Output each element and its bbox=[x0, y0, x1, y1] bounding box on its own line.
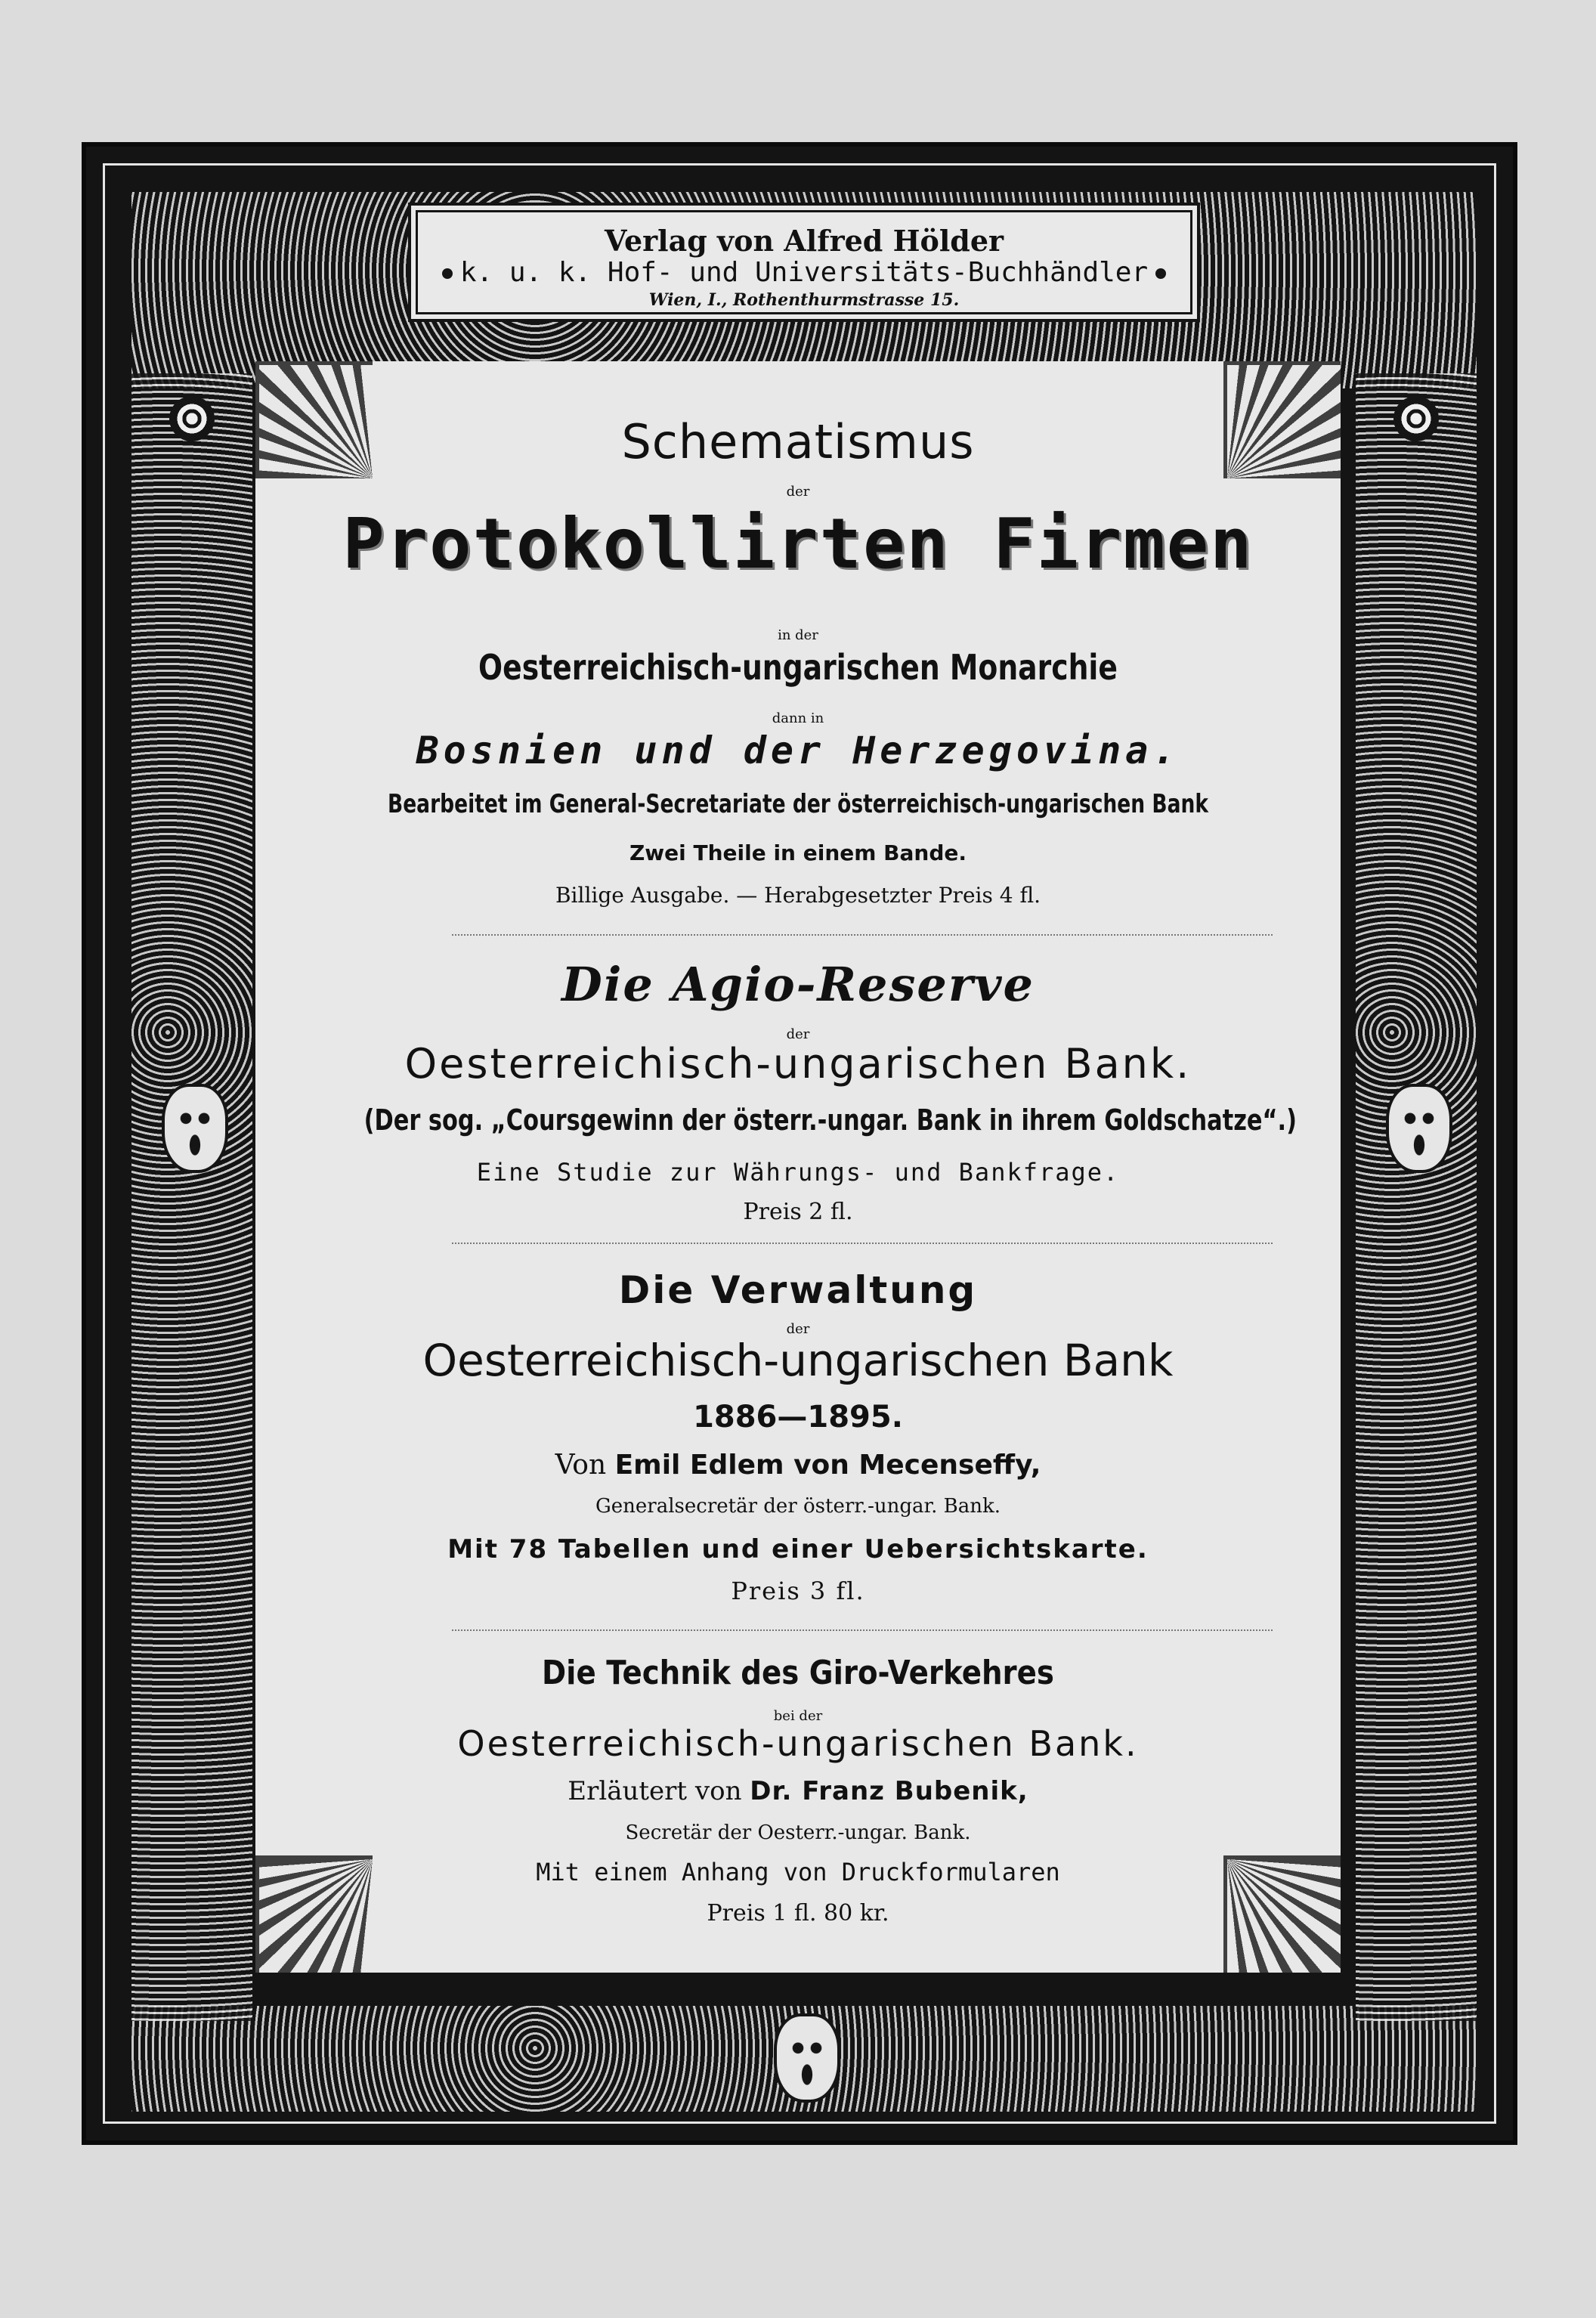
mask-face-icon bbox=[162, 1084, 228, 1173]
book1-region2: Bosnien und der Herzegovina. bbox=[416, 729, 1180, 772]
book3-author-role: Generalsecretär der österr.-ungar. Bank. bbox=[595, 1495, 1001, 1518]
book2-bank: Oesterreichisch-ungarischen Bank. bbox=[404, 1040, 1192, 1088]
book3-price: Preis 3 fl. bbox=[731, 1577, 865, 1605]
mask-face-icon bbox=[774, 2013, 840, 2103]
book4-author-role: Secretär der Oesterr.-ungar. Bank. bbox=[625, 1821, 971, 1844]
bullet-icon bbox=[1155, 268, 1166, 279]
book1-price: Billige Ausgabe. — Herabgesetzter Preis 4 fl. bbox=[555, 883, 1041, 908]
bullet-icon bbox=[442, 268, 453, 279]
book1-title1: Schematismus bbox=[621, 414, 975, 469]
book2-study: Eine Studie zur Währungs- und Bankfrage. bbox=[476, 1158, 1120, 1187]
book2-subtitle: (Der sog. „Coursgewinn der österr.-ungar. Bank in ihrem Goldschatze“.) bbox=[363, 1103, 1297, 1137]
book3-bank: Oesterreichisch-ungarischen Bank bbox=[422, 1335, 1174, 1386]
book4-title: Die Technik des Giro-Verkehres bbox=[542, 1654, 1054, 1692]
book2-der: der bbox=[786, 1026, 810, 1042]
book4-price: Preis 1 fl. 80 kr. bbox=[707, 1900, 889, 1927]
divider bbox=[452, 1629, 1273, 1631]
book1-region: Oesterreichisch-ungarischen Monarchie bbox=[478, 647, 1118, 688]
book4-author-line: Erläutert von Dr. Franz Bubenik, bbox=[568, 1776, 1028, 1806]
book3-der: der bbox=[786, 1321, 810, 1337]
book1-der: der bbox=[786, 484, 810, 500]
book1-title2: Protokollirten Firmen bbox=[342, 503, 1254, 584]
rosette-icon bbox=[169, 396, 215, 441]
book3-extras: Mit 78 Tabellen und einer Uebersichtskarte. bbox=[447, 1534, 1149, 1564]
publisher-address: Wien, I., Rothenthurmstrasse 15. bbox=[648, 290, 960, 310]
mask-face-icon bbox=[1386, 1084, 1452, 1173]
book1-dann-in: dann in bbox=[772, 710, 824, 726]
book1-parts: Zwei Theile in einem Bande. bbox=[629, 840, 967, 865]
book4-bei-der: bei der bbox=[773, 1708, 823, 1724]
ornament-band-right bbox=[1356, 373, 1477, 2021]
book2-title: Die Agio-Reserve bbox=[561, 957, 1035, 1012]
divider bbox=[452, 1243, 1273, 1244]
book4-bank: Oesterreichisch-ungarischen Bank. bbox=[457, 1723, 1139, 1764]
book1-in-der: in der bbox=[778, 627, 818, 643]
publisher-header bbox=[408, 203, 1200, 322]
book3-title: Die Verwaltung bbox=[618, 1268, 978, 1312]
ornament-band-left bbox=[131, 373, 252, 2021]
book3-years: 1886—1895. bbox=[693, 1400, 903, 1434]
book2-price: Preis 2 fl. bbox=[743, 1199, 853, 1225]
divider bbox=[452, 934, 1273, 936]
book1-edited: Bearbeitet im General-Secretariate der österreichisch-ungarischen Bank bbox=[387, 789, 1209, 819]
book4-appendix: Mit einem Anhang von Druckformularen bbox=[536, 1858, 1060, 1886]
content-panel bbox=[255, 361, 1341, 1973]
rosette-icon bbox=[1393, 396, 1439, 441]
book3-author-line: Von Emil Edlem von Mecenseffy, bbox=[555, 1450, 1041, 1481]
publisher-name: Verlag von Alfred Hölder bbox=[604, 224, 1004, 258]
publisher-title: k. u. k. Hof- und Universitäts-Buchhändler bbox=[411, 257, 1197, 288]
